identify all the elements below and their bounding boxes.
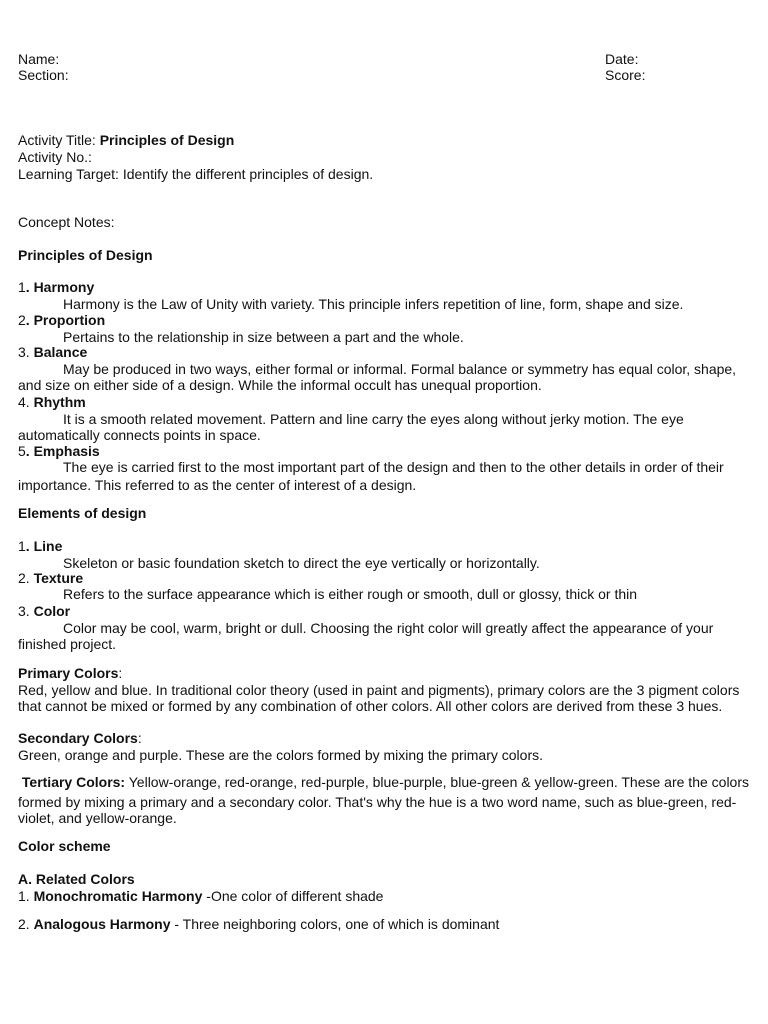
element-texture-text: Refers to the surface appearance which is either rough or smooth, dull or glossy, thick or thin: [63, 586, 638, 602]
tertiary-colors-line: Tertiary Colors: Yellow-orange, red-orange, red-purple, blue-purple, blue-green & yellow-green. These are the colors: [18, 774, 749, 790]
principles-heading: Principles of Design: [18, 247, 153, 263]
color-scheme-heading: Color scheme: [18, 838, 111, 854]
date-label: Date:: [605, 51, 639, 67]
elements-heading: Elements of design: [18, 505, 147, 521]
primary-colors-text-cont: that cannot be mixed or formed by any combination of other colors. All other colors are derived from these 3 hues.: [18, 698, 723, 714]
principle-balance-title: 3. Balance: [18, 344, 88, 360]
element-line-title: 1. Line: [18, 538, 63, 554]
principle-emphasis-text-cont: importance. This referred to as the center of interest of a design.: [18, 477, 417, 493]
principle-rhythm-text-cont: automatically connects points in space.: [18, 427, 261, 443]
analogous-harmony-item: 2. Analogous Harmony - Three neighboring colors, one of which is dominant: [18, 916, 500, 932]
principle-proportion-text: Pertains to the relationship in size between a part and the whole.: [63, 329, 464, 345]
principle-emphasis-title: 5. Emphasis: [18, 443, 100, 459]
principle-balance-text: May be produced in two ways, either formal or informal. Formal balance or symmetry has equal color, shape,: [63, 361, 737, 377]
element-texture-title: 2. Texture: [18, 570, 84, 586]
concept-notes-label: Concept Notes:: [18, 214, 115, 230]
principle-harmony-title: 1. Harmony: [18, 279, 95, 295]
monochromatic-harmony-item: 1. Monochromatic Harmony -One color of different shade: [18, 888, 384, 904]
element-color-text-cont: finished project.: [18, 636, 117, 652]
secondary-colors-label: Secondary Colors:: [18, 730, 142, 746]
name-label: Name:: [18, 51, 60, 67]
score-label: Score:: [605, 67, 646, 83]
element-color-title: 3. Color: [18, 603, 71, 619]
section-label: Section:: [18, 67, 69, 83]
principle-rhythm-title: 4. Rhythm: [18, 394, 86, 410]
activity-title-value: Principles of Design: [99, 132, 235, 148]
principle-balance-text-cont: and size on either side of a design. While the informal occult has unequal proportion.: [18, 377, 542, 393]
principle-emphasis-text: The eye is carried first to the most important part of the design and then to the other details in order of their: [63, 459, 724, 475]
primary-colors-label: Primary Colors:: [18, 665, 123, 681]
tertiary-colors-text-cont: formed by mixing a primary and a secondary color. That's why the hue is a two word name, such as blue-green, red-: [18, 794, 737, 810]
related-colors-heading: A. Related Colors: [18, 871, 135, 887]
principle-harmony-text: Harmony is the Law of Unity with variety. This principle infers repetition of line, form, shape and size.: [63, 296, 684, 312]
element-line-text: Skeleton or basic foundation sketch to direct the eye vertically or horizontally.: [63, 555, 540, 571]
activity-title-label: Activity Title:: [18, 132, 100, 148]
activity-title: [18, 132, 234, 148]
principle-proportion-title: 2. Proportion: [18, 312, 106, 328]
principle-rhythm-text: It is a smooth related movement. Pattern and line carry the eyes along without jerky motion. The eye: [63, 411, 684, 427]
primary-colors-text: Red, yellow and blue. In traditional color theory (used in paint and pigments), primary colors are the 3 pigment colors: [18, 682, 740, 698]
learning-target: Learning Target: Identify the different principles of design.: [18, 166, 374, 182]
secondary-colors-text: Green, orange and purple. These are the colors formed by mixing the primary colors.: [18, 747, 543, 763]
element-color-text: Color may be cool, warm, bright or dull. Choosing the right color will greatly affect the appearance of your: [63, 620, 714, 636]
activity-number-label: Activity No.:: [18, 149, 92, 165]
tertiary-colors-text-cont2: violet, and yellow-orange.: [18, 810, 177, 826]
tertiary-colors-label: Tertiary Colors:: [18, 774, 126, 790]
